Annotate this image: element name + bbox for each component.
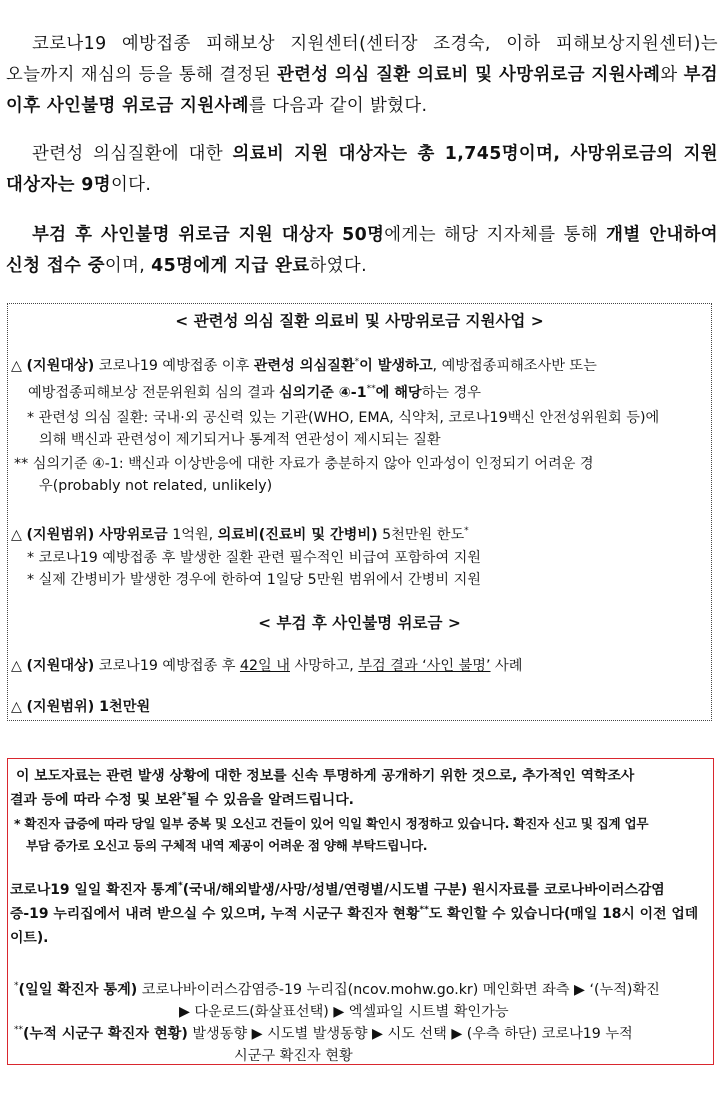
bold-text: 부검 이후 사인불명 위로금 지원사례 — [6, 65, 719, 116]
bold-text: 45명에게 지급 완료 — [151, 256, 310, 276]
text: 코로나19 일일 확진자 통계 — [10, 882, 179, 898]
text: , 예방접종피해조사반 또는 — [432, 358, 597, 374]
text: 를 다음과 같이 밝혔다. — [248, 96, 428, 116]
footnote-mark: ** — [366, 384, 376, 394]
text: 발생동향 ▶ 시도별 발생동향 ▶ 시도 선택 ▶ (우측 하단) 코로나19 누적 — [187, 1026, 633, 1042]
bold-text: 개별 안내하여 신청 접수 중 — [6, 225, 719, 276]
box-subtitle: < 부검 후 사인불명 위로금 > — [258, 614, 461, 632]
notice-line-1: 이 보도자료는 관련 발생 상황에 대한 정보를 신속 투명하게 공개하기 위한 것으로, 추가적인 역학조사 — [16, 768, 635, 784]
label: (지원범위) — [26, 699, 95, 715]
bold-text: 의료비 지원 대상자는 총 1,745명이며, 사망위로금의 지원 대상자는 9명 — [6, 144, 718, 195]
text: 5천만원 한도 — [377, 527, 465, 543]
support-target-line-1 — [11, 356, 597, 376]
text: 사례 — [490, 658, 523, 674]
stats-line-2 — [10, 904, 698, 924]
stats-line-3: 이트). — [10, 930, 49, 946]
text: 와 — [660, 65, 684, 85]
footnote-mark: ** — [14, 1025, 23, 1035]
notice-note-1: * 확진자 급증에 따라 당일 일부 중복 및 오신고 건들이 있어 익일 확인시 정정하고 있습니다. 확진자 신고 및 집계 업무 — [14, 816, 649, 831]
note-criteria-1: ** 심의기준 ④-1: 백신과 이상반응에 대한 자료가 충분하지 않아 인과성이 인정되기 어려운 경 — [14, 456, 594, 472]
note-related-disease-2: 의해 백신과 관련성이 제기되거나 통계적 연관성이 제시되는 질환 — [39, 432, 441, 448]
support-target-line-2 — [28, 383, 481, 403]
text: 하는 경우 — [421, 385, 481, 401]
label: (지원대상) — [26, 658, 95, 674]
triangle-icon: △ — [11, 358, 22, 374]
footnote-mark: * — [354, 357, 360, 367]
scope-note-2: * 실제 간병비가 발생한 경우에 한하여 1일당 5만원 범위에서 간병비 지원 — [27, 572, 481, 588]
bold-text: 심의기준 ④-1 — [279, 385, 367, 401]
text: 하였다. — [309, 256, 368, 276]
bold-text: 에 해당 — [375, 385, 422, 401]
label: (누적 시군구 확진자 현황) — [23, 1026, 188, 1042]
notice-line-2 — [10, 790, 354, 810]
footnote-district-1 — [14, 1024, 633, 1044]
bold-text: 관련성 의심 질환 의료비 및 사망위로금 지원사례 — [276, 65, 661, 85]
bold-text: 사망위로금 — [94, 527, 168, 543]
bold-text: 이 발생하고 — [359, 358, 433, 374]
intro-paragraph-1 — [6, 29, 718, 122]
triangle-icon: △ — [11, 527, 22, 543]
text: 코로나바이러스감염증-19 누리집(ncov.mohw.go.kr) 메인화면 좌측 ▶ ‘(누적)확진 — [137, 982, 660, 998]
text: 코로나19 예방접종 피해보상 지원센터(센터장 조경숙, 이하 피해보상지원센터)는 오늘까지 재심의 등을 통해 결정된 — [6, 34, 718, 85]
support-program-box — [7, 303, 712, 721]
label: (일일 확진자 통계) — [18, 982, 138, 998]
footnote-mark: ** — [419, 905, 429, 915]
footnote-mark: * — [181, 791, 187, 801]
text: 코로나19 예방접종 후 — [94, 658, 240, 674]
intro-paragraph-2 — [6, 139, 718, 201]
autopsy-scope-line — [11, 697, 150, 717]
note-criteria-2: 우(probably not related, unlikely) — [39, 478, 273, 494]
scope-note-1: * 코로나19 예방접종 후 발생한 질환 관련 필수적인 비급여 포함하여 지원 — [27, 550, 481, 566]
text: 에게는 해당 지자체를 통해 — [384, 225, 607, 245]
text: 예방접종피해보상 전문위원회 심의 결과 — [28, 385, 280, 401]
notice-note-2: 부담 증가로 오신고 등의 구체적 내역 제공이 어려운 점 양해 부탁드립니다. — [26, 838, 428, 853]
intro-paragraph-3 — [6, 220, 718, 282]
footnote-district-2: 시군구 확진자 현황 — [234, 1048, 353, 1064]
footnote-mark: * — [464, 526, 469, 536]
footnote-mark: * — [178, 881, 183, 891]
stats-line-1 — [10, 880, 665, 900]
label: (지원대상) — [26, 358, 95, 374]
text: 이다. — [110, 175, 152, 195]
bold-text: 의료비(진료비 및 간병비) — [217, 527, 378, 543]
triangle-icon: △ — [11, 658, 22, 674]
text: 관련성 의심질환에 대한 — [32, 144, 233, 164]
text: (국내/해외발생/사망/성별/연령별/시도별 구분) 원시자료를 코로나바이러스감염 — [182, 882, 665, 898]
bold-text: 관련성 의심질환 — [253, 358, 355, 374]
text: 이며, — [104, 256, 152, 276]
text: 도 확인할 수 있습니다(매일 18시 이전 업데 — [428, 906, 699, 922]
footnote-daily-stats-2: ▶ 다운로드(화살표선택) ▶ 엑셀파일 시트별 확인가능 — [179, 1004, 509, 1020]
footnote-mark: * — [14, 981, 19, 991]
support-scope-line — [11, 525, 469, 545]
box-title: < 관련성 의심 질환 의료비 및 사망위로금 지원사업 > — [175, 312, 544, 330]
text: 1억원, — [167, 527, 218, 543]
text: 증-19 누리집에서 내려 받으실 수 있으며, 누적 시군구 확진자 현황 — [10, 906, 420, 922]
label: (지원범위) — [26, 527, 95, 543]
note-related-disease-1: * 관련성 의심 질환: 국내·외 공신력 있는 기관(WHO, EMA, 식약처, 코로나19백신 안전성위원회 등)에 — [27, 410, 660, 426]
text: 사망하고, — [289, 658, 359, 674]
text: 결과 등에 따라 수정 및 보완 — [10, 792, 182, 808]
text: 될 수 있음을 알려드립니다. — [186, 792, 354, 808]
bold-text: 부검 후 사인불명 위로금 지원 대상자 50명 — [32, 225, 385, 245]
notice-box — [7, 758, 714, 1065]
autopsy-target-line — [11, 656, 522, 676]
underlined-text: 부검 결과 ‘사인 불명’ — [358, 658, 491, 674]
bold-text: 1천만원 — [94, 699, 151, 715]
text: 코로나19 예방접종 이후 — [94, 358, 254, 374]
triangle-icon: △ — [11, 699, 22, 715]
footnote-daily-stats-1 — [14, 980, 660, 1000]
underlined-text: 42일 내 — [239, 658, 290, 674]
